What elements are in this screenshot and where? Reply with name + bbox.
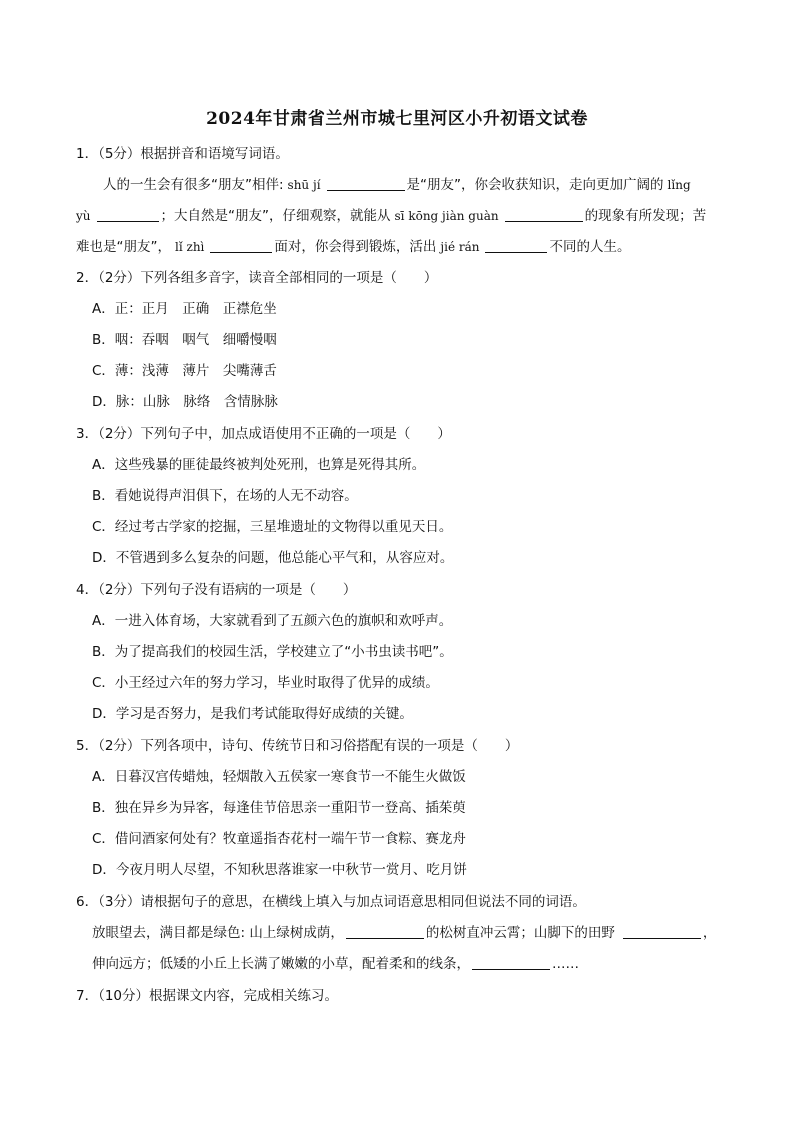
question-2-option-a[interactable]: A．正：正月 正确 正襟危坐	[92, 301, 277, 317]
question-4-option-c[interactable]: C．小王经过六年的努力学习，毕业时取得了优异的成绩。	[92, 675, 439, 691]
pinyin: lǐ zhì	[175, 240, 205, 254]
question-5-option-d[interactable]: D．今夜月明人尽望，不知秋思落谁家一中秋节一赏月、吃月饼	[92, 862, 467, 878]
question-1-stem: 1．（5分）根据拼音和语境写词语。	[76, 146, 289, 162]
text-segment: 的松树直冲云霄；山脚下的田野	[425, 925, 615, 941]
question-5-option-c[interactable]: C．借问酒家何处有？牧童遥指杏花村一端午节一食粽、赛龙舟	[92, 831, 466, 847]
answer-blank[interactable]	[210, 238, 272, 253]
pinyin: yù	[76, 209, 91, 223]
question-4-option-d[interactable]: D．学习是否努力，是我们考试能取得好成绩的关键。	[92, 706, 413, 722]
answer-blank[interactable]	[97, 207, 159, 222]
question-2-option-c[interactable]: C．薄：浅薄 薄片 尖嘴薄舌	[92, 363, 277, 379]
exam-title: 2024年甘肃省兰州市城七里河区小升初语文试卷	[206, 109, 588, 129]
question-6-stem: 6．（3分）请根据句子的意思，在横线上填入与加点词语意思相同但说法不同的词语。	[76, 894, 586, 910]
question-1-line-1	[103, 175, 695, 195]
pinyin: lǐng	[667, 178, 691, 192]
answer-blank[interactable]	[346, 924, 424, 939]
text-segment: ……	[552, 956, 579, 972]
question-3-option-d[interactable]: D．不管遇到多么复杂的问题，他总能心平气和，从容应对。	[92, 550, 454, 566]
question-6-line-1	[92, 923, 716, 943]
answer-blank[interactable]	[327, 176, 405, 191]
answer-blank[interactable]	[485, 238, 547, 253]
question-2-option-b[interactable]: B．咽：吞咽 咽气 细嚼慢咽	[92, 332, 277, 348]
question-5-stem: 5．（2分）下列各项中，诗句、传统节日和习俗搭配有误的一项是（ ）	[76, 738, 519, 754]
question-3-option-c[interactable]: C．经过考古学家的挖掘，三星堆遗址的文物得以重见天日。	[92, 519, 453, 535]
question-4-option-a[interactable]: A．一进入体育场，大家就看到了五颜六色的旗帜和欢呼声。	[92, 613, 453, 629]
answer-blank[interactable]	[623, 924, 701, 939]
question-4-option-b[interactable]: B．为了提高我们的校园生活，学校建立了“小书虫读书吧”。	[92, 644, 453, 660]
text-segment: 难也是“朋友”，	[76, 239, 171, 255]
text-segment: 面对，你会得到锻炼，活出	[274, 239, 437, 255]
question-3-stem: 3．（2分）下列句子中，加点成语使用不正确的一项是（ ）	[76, 426, 451, 442]
question-3-option-a[interactable]: A．这些残暴的匪徒最终被判处死刑，也算是死得其所。	[92, 457, 426, 473]
question-6-line-2	[92, 954, 579, 974]
text-segment: 放眼望去，满目都是绿色: 山上绿树成荫，	[92, 925, 344, 941]
text-segment: 是“朋友”，你会收获知识，走向更加广阔的	[406, 177, 664, 193]
text-segment: ；大自然是“朋友”，仔细观察，就能从	[160, 208, 391, 224]
answer-blank[interactable]	[505, 207, 583, 222]
pinyin: shū jí	[287, 178, 321, 192]
question-1-line-3	[76, 237, 630, 257]
question-5-option-a[interactable]: A．日暮汉宫传蜡烛，轻烟散入五侯家一寒食节一不能生火做饭	[92, 769, 466, 785]
question-7-stem: 7．（10分）根据课文内容，完成相关练习。	[76, 988, 339, 1004]
question-3-option-b[interactable]: B．看她说得声泪俱下，在场的人无不动容。	[92, 488, 358, 504]
question-2-stem: 2．（2分）下列各组多音字，读音全部相同的一项是（ ）	[76, 270, 438, 286]
question-1-line-2	[76, 206, 706, 226]
text-segment: ，	[702, 925, 717, 941]
question-5-option-b[interactable]: B．独在异乡为异客，每逢佳节倍思亲一重阳节一登高、插茱萸	[92, 800, 466, 816]
question-2-option-d[interactable]: D．脉：山脉 脉络 含情脉脉	[92, 394, 278, 410]
text-segment: 不同的人生。	[549, 239, 631, 255]
text-segment: 伸向远方；低矮的小丘上长满了嫩嫩的小草，配着柔和的线条，	[92, 956, 470, 972]
pinyin: jié rán	[440, 240, 480, 254]
pinyin: sī kōng jiàn guàn	[394, 209, 499, 223]
text-segment: 人的一生会有很多“朋友”相伴:	[103, 177, 284, 193]
answer-blank[interactable]	[472, 955, 550, 970]
question-4-stem: 4．（2分）下列句子没有语病的一项是（ ）	[76, 582, 357, 598]
text-segment: 的现象有所发现；苦	[584, 208, 707, 224]
